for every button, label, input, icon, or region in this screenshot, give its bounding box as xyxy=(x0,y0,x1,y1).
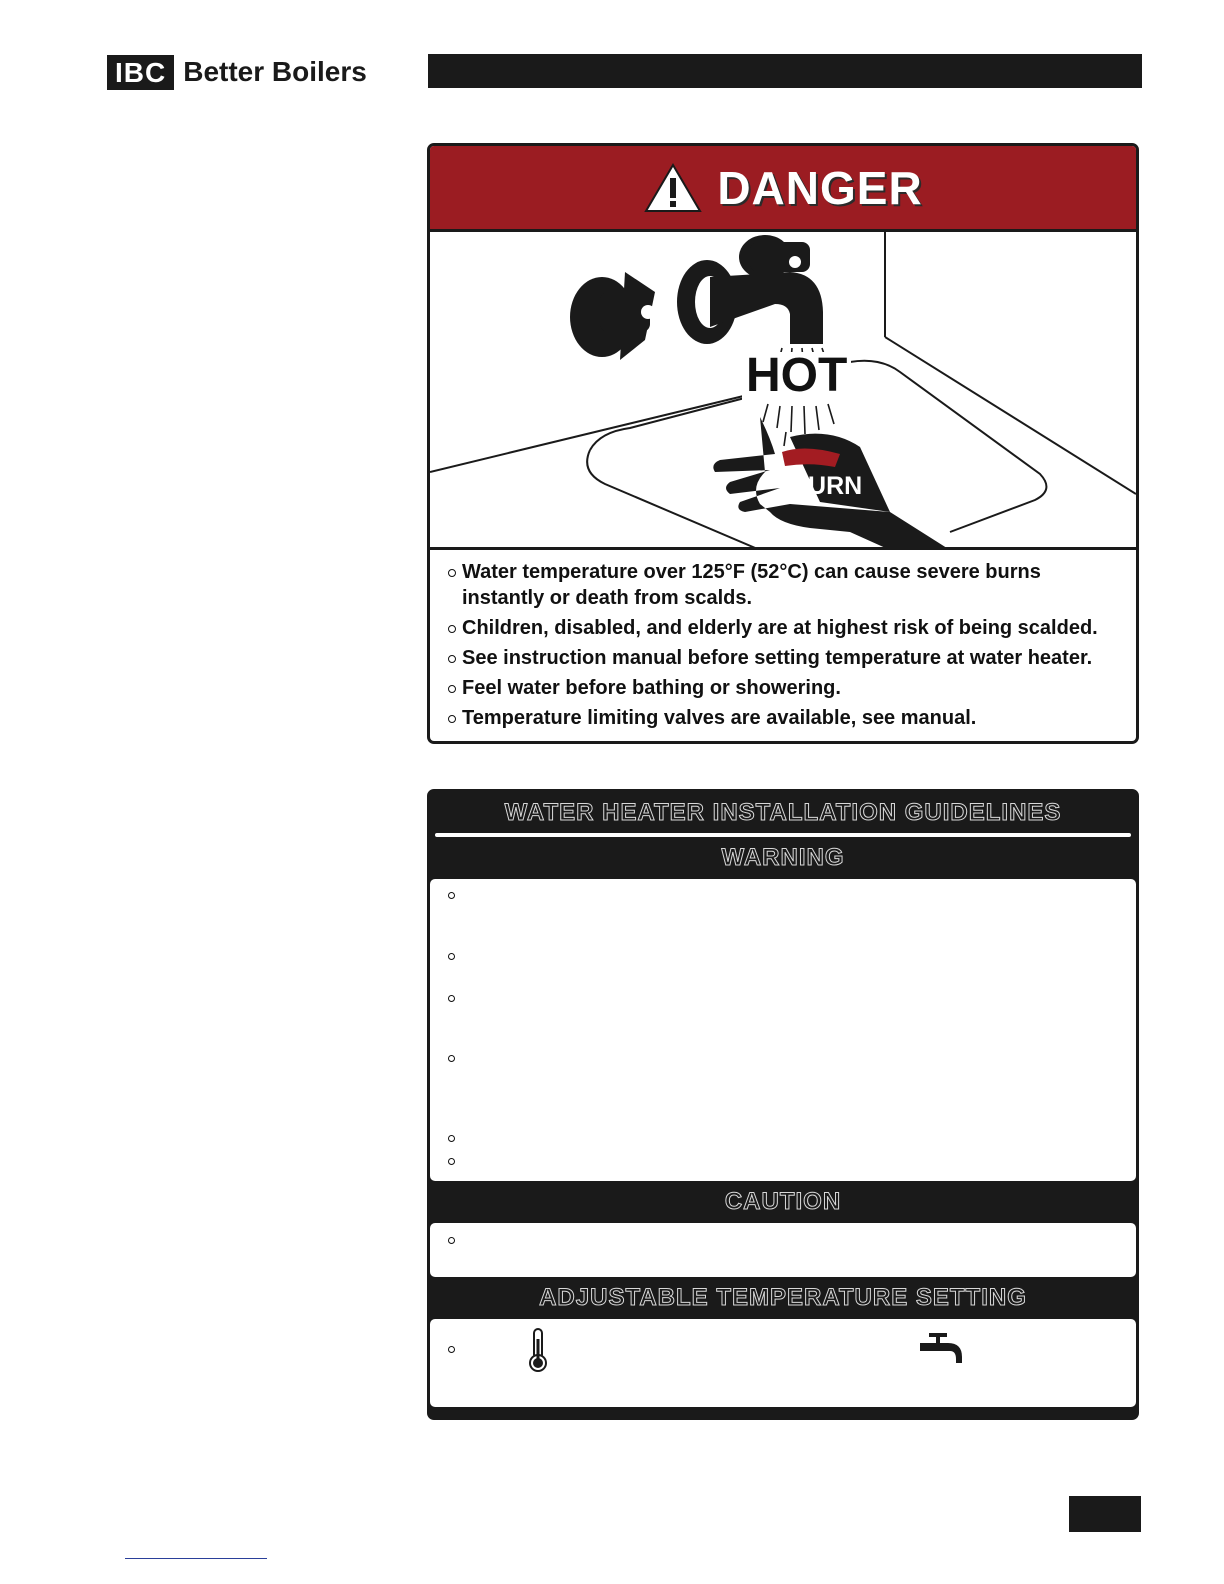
bullet xyxy=(448,1158,455,1165)
logo-mark: IBC xyxy=(107,55,174,90)
adjust-heading: ADJUSTABLE TEMPERATURE SETTING xyxy=(539,1284,1027,1311)
logo-text: Better Boilers xyxy=(183,56,367,87)
warning-heading: WARNING xyxy=(721,844,845,871)
header-bar xyxy=(428,54,1142,88)
installation-guidelines xyxy=(427,789,1139,1420)
danger-bullet: Feel water before bathing or showering. xyxy=(448,675,1118,701)
bullet xyxy=(448,892,455,899)
bullet xyxy=(448,953,455,960)
bullet xyxy=(448,995,455,1002)
danger-bullet: See instruction manual before setting temperature at water heater. xyxy=(448,645,1118,671)
faucet-icon xyxy=(918,1331,966,1365)
danger-title: DANGER xyxy=(717,161,923,214)
bullet xyxy=(448,1346,455,1353)
bullet xyxy=(448,1237,455,1244)
valve-handle-left xyxy=(570,272,655,360)
thermometer-icon xyxy=(528,1327,548,1373)
danger-header xyxy=(430,146,1136,232)
danger-bullet: Children, disabled, and elderly are at highest risk of being scalded. xyxy=(448,615,1118,641)
guidelines-title: WATER HEATER INSTALLATION GUIDELINES xyxy=(504,799,1062,826)
footer-link-line xyxy=(125,1558,267,1559)
bullet xyxy=(448,1135,455,1142)
page-number-tab xyxy=(1069,1496,1141,1532)
warning-triangle-icon xyxy=(643,162,703,214)
danger-bullet: Temperature limiting valves are available, see manual. xyxy=(448,705,1118,731)
valve-handle-right xyxy=(739,235,810,279)
ibc-logo xyxy=(107,54,367,90)
danger-label xyxy=(427,143,1139,744)
danger-bullets xyxy=(430,550,1136,731)
caution-panel xyxy=(430,1223,1136,1277)
warning-panel xyxy=(430,879,1136,1181)
danger-bullet: Water temperature over 125°F (52°C) can cause severe burns instantly or death from scalds. xyxy=(448,559,1118,611)
scald-illustration xyxy=(430,232,1136,550)
bullet xyxy=(448,1055,455,1062)
caution-heading: CAUTION xyxy=(724,1188,842,1215)
hot-label: HOT xyxy=(742,352,851,400)
burn-label: BURN xyxy=(790,472,863,500)
adjust-panel xyxy=(430,1319,1136,1407)
